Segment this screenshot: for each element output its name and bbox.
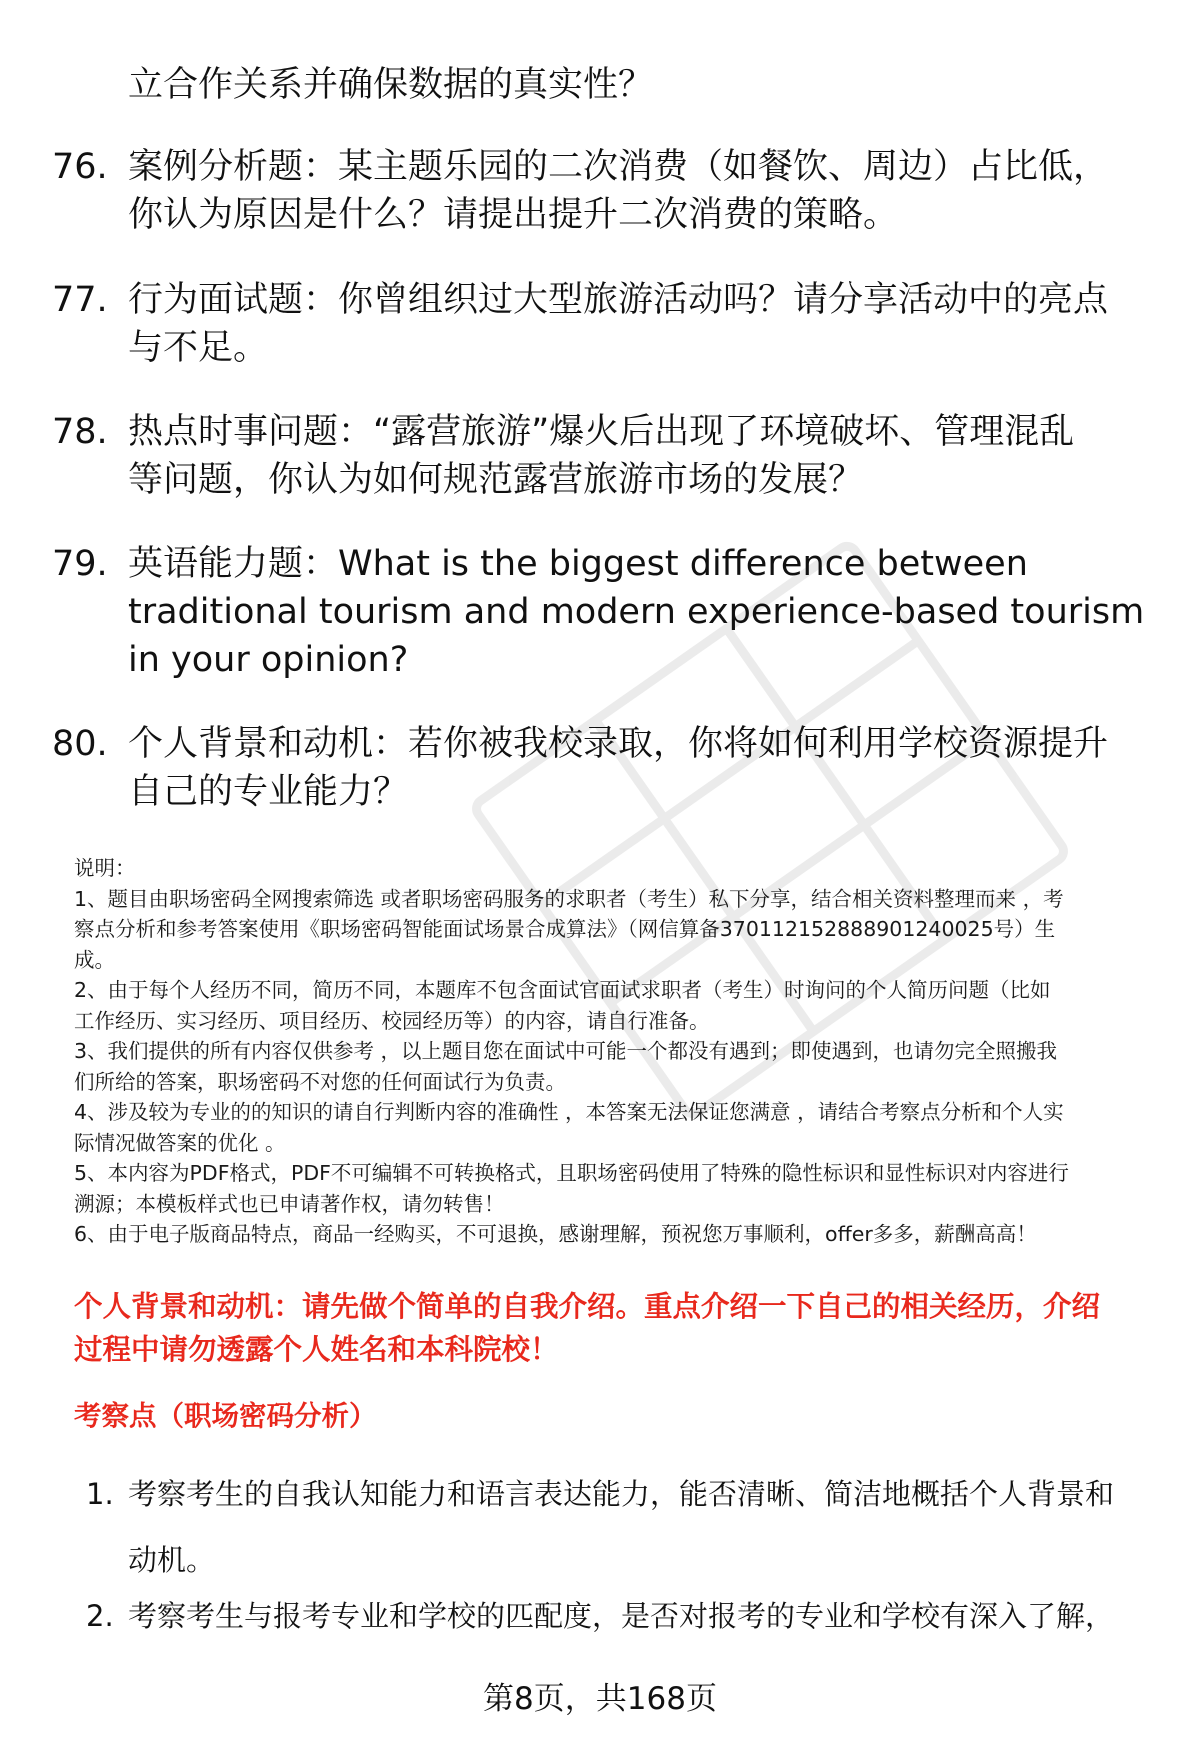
point-number: 2. bbox=[86, 1599, 114, 1633]
notes-line: 6、由于电子版商品特点，商品一经购买，不可退换，感谢理解，预祝您万事顺利，offer多多，薪酬高高！ bbox=[74, 1222, 1037, 1246]
question-line: 个人背景和动机：若你被我校录取，你将如何利用学校资源提升 bbox=[128, 724, 1109, 764]
question-77 bbox=[52, 276, 1152, 372]
question-continuation bbox=[52, 61, 1152, 109]
question-79 bbox=[52, 540, 1152, 684]
page-footer: 第8页，共168页 bbox=[483, 1681, 717, 1717]
notes-line: 1、题目由职场密码全网搜索筛选 或者职场密码服务的求职者（考生）私下分享，结合相关资料整理而来 ，考 bbox=[74, 886, 1064, 911]
question-text bbox=[128, 720, 1152, 816]
question-line: 你认为原因是什么？请提出提升二次消费的策略。 bbox=[128, 195, 899, 235]
point-number: 1. bbox=[86, 1477, 114, 1511]
question-line: traditional tourism and modern experience-based tourism bbox=[128, 592, 1145, 632]
question-number: 77. bbox=[52, 280, 108, 320]
featured-question-line: 过程中请勿透露个人姓名和本科院校！ bbox=[74, 1333, 559, 1366]
notes-line: 4、涉及较为专业的的知识的请自行判断内容的准确性 ，本答案无法保证您满意 ，请结合考察点分析和个人实 bbox=[74, 1100, 1064, 1124]
question-number: 79. bbox=[52, 544, 108, 584]
disclaimer-notes bbox=[74, 853, 1154, 1250]
question-line: 案例分析题：某主题乐园的二次消费（如餐饮、周边）占比低， bbox=[128, 147, 1109, 187]
featured-question-line: 个人背景和动机：请先做个简单的自我介绍。重点介绍一下自己的相关经历，介绍 bbox=[74, 1290, 1101, 1323]
point-line: 考察考生与报考专业和学校的匹配度，是否对报考的专业和学校有深入了解， bbox=[128, 1599, 1115, 1633]
question-line: 热点时事问题：“露营旅游”爆火后出现了环境破坏、管理混乱 bbox=[128, 412, 1075, 452]
notes-line: 察点分析和参考答案使用《职场密码智能面试场景合成算法》（网信算备370112152888901240025号）生 bbox=[74, 917, 1056, 941]
question-text bbox=[128, 408, 1152, 504]
point-text bbox=[128, 1596, 1166, 1662]
question-line: 立合作关系并确保数据的真实性？ bbox=[128, 65, 654, 105]
question-78 bbox=[52, 408, 1152, 504]
notes-line: 2、由于每个人经历不同，简历不同，本题库不包含面试官面试求职者（考生）时询问的个人简历问题（比如 bbox=[74, 978, 1051, 1002]
question-number: 80. bbox=[52, 724, 108, 764]
question-text bbox=[128, 540, 1152, 684]
notes-line: 际情况做答案的优化 。 bbox=[74, 1130, 286, 1155]
question-text bbox=[128, 143, 1152, 239]
featured-question bbox=[74, 1285, 1154, 1371]
question-text bbox=[128, 61, 1152, 109]
analysis-point-2 bbox=[86, 1596, 1166, 1662]
point-line: 动机。 bbox=[128, 1543, 216, 1577]
question-line: 等问题，你认为如何规范露营旅游市场的发展？ bbox=[128, 460, 864, 500]
question-76 bbox=[52, 143, 1152, 239]
question-line: 自己的专业能力？ bbox=[128, 772, 409, 812]
notes-title: 说明： bbox=[74, 856, 136, 880]
question-line: 行为面试题：你曾组织过大型旅游活动吗？请分享活动中的亮点 bbox=[128, 280, 1109, 320]
question-line: 英语能力题：What is the biggest difference between bbox=[128, 544, 1028, 584]
analysis-heading: 考察点（职场密码分析） bbox=[74, 1400, 377, 1432]
question-line: 与不足。 bbox=[128, 328, 269, 368]
notes-line: 溯源；本模板样式也已申请著作权，请勿转售！ bbox=[74, 1191, 505, 1216]
point-line: 考察考生的自我认知能力和语言表达能力，能否清晰、简洁地概括个人背景和 bbox=[128, 1477, 1115, 1511]
point-text bbox=[128, 1474, 1166, 1606]
question-number: 78. bbox=[52, 412, 108, 452]
notes-line: 工作经历、实习经历、项目经历、校园经历等）的内容，请自行准备。 bbox=[74, 1008, 710, 1033]
notes-line: 成。 bbox=[74, 947, 115, 972]
notes-line: 5、本内容为PDF格式，PDF不可编辑不可转换格式，且职场密码使用了特殊的隐性标识和显性标识对内容进行 bbox=[74, 1161, 1069, 1185]
notes-line: 们所给的答案，职场密码不对您的任何面试行为负责。 bbox=[74, 1069, 566, 1094]
notes-line: 3、我们提供的所有内容仅供参考 ，以上题目您在面试中可能一个都没有遇到；即使遇到，也请勿完全照搬我 bbox=[74, 1039, 1058, 1063]
analysis-point-1 bbox=[86, 1474, 1166, 1606]
question-number: 76. bbox=[52, 147, 108, 187]
question-text bbox=[128, 276, 1152, 372]
question-80 bbox=[52, 720, 1152, 816]
question-line: in your opinion? bbox=[128, 640, 409, 680]
